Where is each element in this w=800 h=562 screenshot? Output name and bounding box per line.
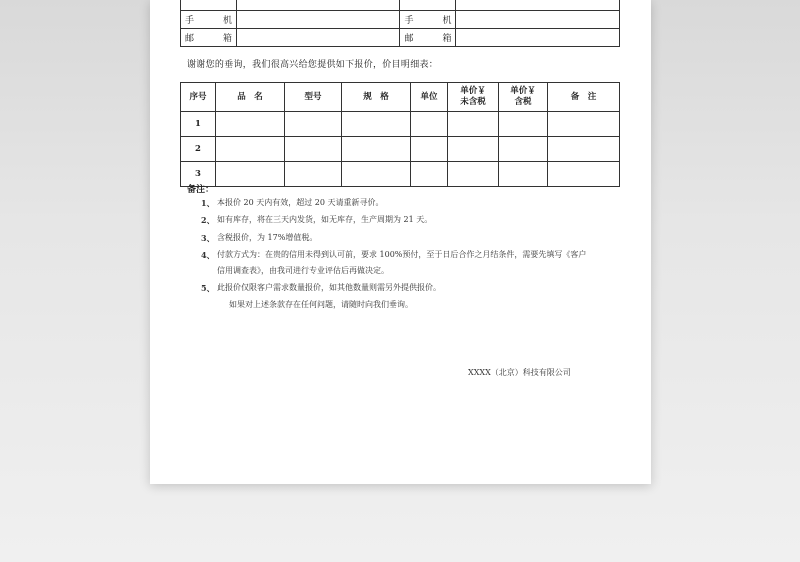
contact-label-email: 邮 箱: [181, 29, 237, 47]
note-item: [201, 230, 621, 248]
note-text: 信用调查表》，由我司进行专业评估后再做决定。: [217, 266, 389, 275]
header-price-incl-tax: [499, 83, 548, 112]
table-row: [181, 0, 620, 11]
table-cell: [411, 162, 448, 187]
intro-text: 谢谢您的垂询，我们很高兴给您提供如下报价，价目明细表：: [187, 60, 439, 70]
note-number: 4、: [201, 250, 215, 260]
contact-table: [180, 0, 620, 47]
contact-value: [456, 11, 620, 29]
header-label: 型号: [304, 91, 322, 102]
row-index: 1: [181, 112, 216, 137]
header-remarks: [548, 83, 620, 112]
contact-label-phone: 手 机: [181, 11, 237, 29]
notes-title: 备注：: [187, 185, 215, 195]
table-row: [181, 11, 620, 29]
note-text: 如有库存，将在三天内发货，如无库存，生产周期为 21 天。: [217, 215, 433, 224]
header-label: 单价￥ 未含税: [460, 86, 486, 107]
contact-value: [456, 0, 620, 11]
table-header-row: [181, 83, 620, 112]
contact-value: [236, 29, 400, 47]
table-cell: [285, 162, 342, 187]
contact-label: [400, 0, 456, 11]
contact-value: [236, 0, 400, 11]
note-item: [201, 195, 621, 213]
header-label: 备 注: [570, 91, 597, 102]
table-cell: [448, 162, 499, 187]
header-unit: [411, 83, 448, 112]
table-cell: [285, 112, 342, 137]
note-text: 含税报价，为 17%增值税。: [217, 233, 318, 242]
note-number: 1、: [201, 198, 215, 208]
contact-label-phone: 手 机: [400, 11, 456, 29]
company-name: XXXX（北京）科技有限公司: [468, 368, 571, 377]
table-row: [181, 137, 620, 162]
note-item: [201, 247, 621, 281]
table-cell: [216, 137, 285, 162]
contact-value: [456, 29, 620, 47]
header-spec: [342, 83, 411, 112]
table-cell: [411, 112, 448, 137]
contact-label-email: 邮 箱: [400, 29, 456, 47]
table-row: [181, 112, 620, 137]
note-text: 本报价 20 天内有效，超过 20 天请重新寻价。: [217, 198, 384, 207]
header-label: 序号: [189, 91, 207, 102]
note-text: 付款方式为：在贵的信用未得到认可前，要求 100%预付，至于日后合作之月结条件，需要先填写《客户: [217, 250, 587, 259]
header-price-excl-tax: [448, 83, 499, 112]
table-cell: [448, 137, 499, 162]
contact-value: [236, 11, 400, 29]
row-index: 3: [181, 162, 216, 187]
table-cell: [342, 112, 411, 137]
table-cell: [499, 162, 548, 187]
header-label: 单价￥ 含税: [510, 86, 536, 107]
header-index: [181, 83, 216, 112]
note-text: 此报价仅限客户需求数量报价，如其他数量则需另外提供报价。: [217, 283, 441, 292]
table-cell: [342, 137, 411, 162]
table-row: [181, 162, 620, 187]
table-cell: [411, 137, 448, 162]
note-number: 2、: [201, 215, 215, 225]
header-model: [285, 83, 342, 112]
note-number: 3、: [201, 233, 215, 243]
price-table: [180, 82, 620, 187]
note-number: 5、: [201, 283, 215, 293]
table-cell: [342, 162, 411, 187]
row-index: 2: [181, 137, 216, 162]
table-cell: [285, 137, 342, 162]
header-label: 规 格: [363, 91, 389, 102]
closing-text: 如果对上述条款存在任何问题，请随时向我们垂询。: [229, 300, 413, 309]
header-product-name: [216, 83, 285, 112]
table-cell: [548, 137, 620, 162]
note-item: [201, 212, 621, 230]
table-cell: [499, 137, 548, 162]
table-cell: [499, 112, 548, 137]
table-cell: [548, 112, 620, 137]
table-cell: [216, 112, 285, 137]
header-label: 品 名: [237, 91, 263, 102]
contact-label: [181, 0, 237, 11]
note-item: [201, 280, 621, 298]
table-cell: [448, 112, 499, 137]
table-row: [181, 29, 620, 47]
table-cell: [216, 162, 285, 187]
notes-closing: [229, 297, 589, 315]
header-label: 单位: [420, 91, 438, 102]
table-cell: [548, 162, 620, 187]
